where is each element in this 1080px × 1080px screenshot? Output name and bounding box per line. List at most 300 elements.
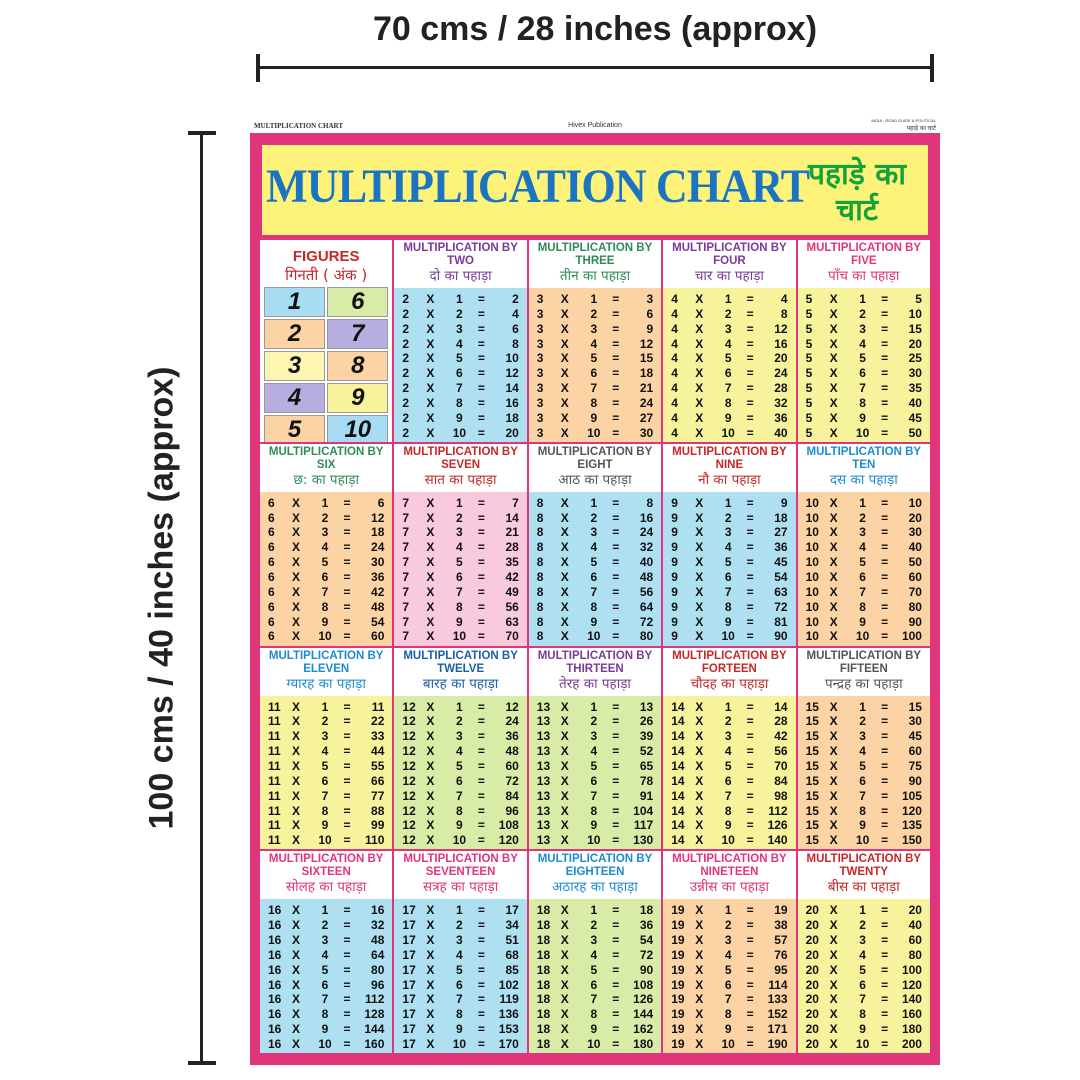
table-title-line: FIVE bbox=[851, 255, 877, 267]
table-body bbox=[663, 288, 795, 442]
table-row: 13 X 6 = 78 bbox=[536, 773, 654, 788]
table-row: 5 X 9 = 45 bbox=[805, 410, 922, 425]
poster-frame bbox=[250, 133, 940, 1065]
table-row: 13 X 4 = 52 bbox=[536, 744, 654, 759]
table-row: 19 X 7 = 133 bbox=[671, 992, 788, 1007]
table-title-line: TWENTY bbox=[839, 866, 889, 879]
figures-panel bbox=[260, 240, 392, 442]
table-row: 2 X 10 = 20 bbox=[402, 425, 519, 440]
table-row: 8 X 7 = 56 bbox=[536, 584, 654, 599]
table-9-panel bbox=[663, 444, 795, 646]
table-row: 11 X 10 = 110 bbox=[268, 833, 385, 848]
table-title-hindi: चार का पहाड़ा bbox=[694, 268, 764, 284]
table-title-line: SIX bbox=[316, 458, 336, 471]
table-row: 5 X 6 = 30 bbox=[805, 366, 922, 381]
table-row: 12 X 10 = 120 bbox=[402, 833, 519, 848]
table-header bbox=[663, 648, 795, 696]
table-title-line: MULTIPLICATION BY bbox=[672, 445, 787, 458]
table-row: 14 X 4 = 56 bbox=[671, 744, 788, 759]
figure-box: 3 bbox=[264, 351, 325, 381]
table-title-line: NINE bbox=[715, 458, 744, 471]
width-label: 70 cms / 28 inches (approx) bbox=[372, 10, 818, 48]
table-title-line: FOUR bbox=[713, 255, 746, 267]
table-row: 7 X 3 = 21 bbox=[402, 525, 519, 540]
table-row: 15 X 9 = 135 bbox=[805, 818, 922, 833]
table-row: 16 X 1 = 16 bbox=[268, 903, 385, 918]
figure-box: 6 bbox=[327, 287, 388, 317]
table-body bbox=[798, 899, 930, 1053]
table-row: 11 X 5 = 55 bbox=[268, 758, 385, 773]
table-row: 7 X 6 = 42 bbox=[402, 570, 519, 585]
table-row: 3 X 4 = 12 bbox=[536, 336, 654, 351]
table-row: 11 X 1 = 11 bbox=[268, 699, 385, 714]
table-body bbox=[529, 696, 661, 850]
table-row: 12 X 2 = 24 bbox=[402, 714, 519, 729]
table-row: 5 X 1 = 5 bbox=[805, 292, 922, 306]
figure-box: 7 bbox=[327, 319, 388, 349]
poster-title: MULTIPLICATION CHART bbox=[266, 160, 810, 213]
table-row: 19 X 3 = 57 bbox=[671, 932, 788, 947]
table-row: 8 X 3 = 24 bbox=[536, 525, 654, 540]
table-row: 7 X 4 = 28 bbox=[402, 540, 519, 555]
table-row: 12 X 7 = 84 bbox=[402, 788, 519, 803]
table-row: 17 X 9 = 153 bbox=[402, 1022, 519, 1037]
table-row: 17 X 6 = 102 bbox=[402, 977, 519, 992]
table-row: 2 X 5 = 10 bbox=[402, 351, 519, 366]
table-header bbox=[798, 444, 930, 492]
table-title-hindi: तेरह का पहाड़ा bbox=[559, 675, 631, 692]
table-header bbox=[394, 851, 526, 899]
table-header bbox=[260, 851, 392, 899]
table-row: 2 X 1 = 2 bbox=[402, 292, 519, 306]
table-row: 8 X 1 = 8 bbox=[536, 495, 654, 510]
table-row: 14 X 6 = 84 bbox=[671, 773, 788, 788]
table-row: 19 X 9 = 171 bbox=[671, 1022, 788, 1037]
table-title-line: ELEVEN bbox=[303, 662, 350, 675]
table-row: 4 X 3 = 12 bbox=[671, 321, 788, 336]
height-arrow-cap-bottom bbox=[188, 1061, 216, 1065]
table-body bbox=[260, 492, 392, 646]
table-row: 13 X 3 = 39 bbox=[536, 729, 654, 744]
table-title-line: TWELVE bbox=[437, 662, 485, 675]
table-row: 7 X 7 = 49 bbox=[402, 584, 519, 599]
table-row: 8 X 4 = 32 bbox=[536, 540, 654, 555]
table-row: 2 X 2 = 4 bbox=[402, 306, 519, 321]
table-row: 13 X 2 = 26 bbox=[536, 714, 654, 729]
table-row: 6 X 1 = 6 bbox=[268, 495, 385, 510]
table-row: 13 X 9 = 117 bbox=[536, 818, 654, 833]
table-row: 6 X 5 = 30 bbox=[268, 555, 385, 570]
table-row: 3 X 3 = 9 bbox=[536, 321, 654, 336]
table-6-panel bbox=[260, 444, 392, 646]
table-body bbox=[529, 899, 661, 1053]
table-row: 17 X 5 = 85 bbox=[402, 962, 519, 977]
table-row: 20 X 4 = 80 bbox=[805, 947, 922, 962]
table-row: 19 X 4 = 76 bbox=[671, 947, 788, 962]
table-row: 17 X 8 = 136 bbox=[402, 1007, 519, 1022]
table-row: 11 X 7 = 77 bbox=[268, 788, 385, 803]
table-title-line: MULTIPLICATION BY bbox=[537, 853, 653, 866]
table-row: 20 X 8 = 160 bbox=[805, 1007, 922, 1022]
table-title-hindi: सत्रह का पहाड़ा bbox=[422, 879, 499, 896]
table-row: 7 X 10 = 70 bbox=[402, 629, 519, 644]
table-row: 16 X 3 = 48 bbox=[268, 932, 385, 947]
table-title-hindi: अठारह का पहाड़ा bbox=[552, 879, 638, 896]
table-row: 10 X 3 = 30 bbox=[805, 525, 922, 540]
table-14-panel bbox=[663, 648, 795, 850]
table-title-line: TEN bbox=[852, 458, 876, 471]
figure-box: 8 bbox=[327, 351, 388, 381]
table-row: 6 X 2 = 12 bbox=[268, 510, 385, 525]
table-row: 5 X 4 = 20 bbox=[805, 336, 922, 351]
table-title-line: MULTIPLICATION BY bbox=[403, 242, 518, 254]
table-13-panel bbox=[529, 648, 661, 850]
table-title-line: SIXTEEN bbox=[301, 866, 351, 879]
table-row: 16 X 2 = 32 bbox=[268, 918, 385, 933]
table-19-panel bbox=[663, 851, 795, 1053]
table-row: 4 X 8 = 32 bbox=[671, 396, 788, 411]
table-title-hindi: पन्द्रह का पहाड़ा bbox=[824, 675, 903, 692]
table-row: 7 X 5 = 35 bbox=[402, 555, 519, 570]
table-row: 9 X 3 = 27 bbox=[671, 525, 788, 540]
table-row: 20 X 6 = 120 bbox=[805, 977, 922, 992]
table-row: 2 X 9 = 18 bbox=[402, 410, 519, 425]
table-row: 15 X 2 = 30 bbox=[805, 714, 922, 729]
height-label: 100 cms / 40 inches (approx) bbox=[142, 366, 181, 830]
table-row: 19 X 5 = 95 bbox=[671, 962, 788, 977]
table-row: 16 X 7 = 112 bbox=[268, 992, 385, 1007]
publisher-name: Hivex Publication bbox=[568, 122, 622, 129]
table-title-hindi: सोलह का पहाड़ा bbox=[285, 879, 367, 896]
table-row: 6 X 7 = 42 bbox=[268, 584, 385, 599]
table-title-line: THREE bbox=[575, 255, 615, 267]
table-title-line: THIRTEEN bbox=[566, 662, 624, 675]
table-row: 15 X 5 = 75 bbox=[805, 758, 922, 773]
table-title-line: EIGHT bbox=[577, 458, 613, 471]
table-title-line: MULTIPLICATION BY bbox=[403, 649, 518, 662]
table-title-hindi: चौदह का पहाड़ा bbox=[690, 675, 769, 692]
table-row: 19 X 1 = 19 bbox=[671, 903, 788, 918]
table-row: 20 X 7 = 140 bbox=[805, 992, 922, 1007]
table-row: 20 X 5 = 100 bbox=[805, 962, 922, 977]
table-row: 19 X 2 = 38 bbox=[671, 918, 788, 933]
table-row: 15 X 4 = 60 bbox=[805, 744, 922, 759]
table-row: 15 X 8 = 120 bbox=[805, 803, 922, 818]
table-row: 20 X 9 = 180 bbox=[805, 1022, 922, 1037]
table-row: 2 X 8 = 16 bbox=[402, 396, 519, 411]
table-18-panel bbox=[529, 851, 661, 1053]
table-row: 17 X 2 = 34 bbox=[402, 918, 519, 933]
table-body bbox=[394, 492, 526, 646]
table-row: 6 X 9 = 54 bbox=[268, 614, 385, 629]
table-title-hindi: बारह का पहाड़ा bbox=[422, 675, 499, 692]
table-title-hindi: आठ का पहाड़ा bbox=[558, 471, 632, 488]
table-row: 9 X 2 = 18 bbox=[671, 510, 788, 525]
table-row: 9 X 8 = 72 bbox=[671, 599, 788, 614]
table-row: 18 X 4 = 72 bbox=[536, 947, 654, 962]
table-row: 7 X 9 = 63 bbox=[402, 614, 519, 629]
title-banner bbox=[260, 143, 930, 237]
table-row: 10 X 8 = 80 bbox=[805, 599, 922, 614]
strip-right-top-text: INDIA - ROAD GUIDE & POLITICAL bbox=[871, 118, 936, 123]
table-title-line: TWO bbox=[447, 255, 474, 267]
table-row: 5 X 7 = 35 bbox=[805, 381, 922, 396]
table-row: 5 X 8 = 40 bbox=[805, 396, 922, 411]
table-row: 4 X 6 = 24 bbox=[671, 366, 788, 381]
chart-poster bbox=[250, 119, 940, 1065]
table-header bbox=[394, 648, 526, 696]
table-row: 9 X 1 = 9 bbox=[671, 495, 788, 510]
table-row: 4 X 5 = 20 bbox=[671, 351, 788, 366]
table-15-panel bbox=[798, 648, 930, 850]
figure-box: 1 bbox=[264, 287, 325, 317]
table-row: 5 X 3 = 15 bbox=[805, 321, 922, 336]
table-row: 16 X 5 = 80 bbox=[268, 962, 385, 977]
table-row: 18 X 3 = 54 bbox=[536, 932, 654, 947]
table-row: 8 X 10 = 80 bbox=[536, 629, 654, 644]
poster-title-hindi: पहाड़े का चार्ट bbox=[807, 157, 907, 228]
table-body bbox=[529, 492, 661, 646]
table-title-line: FIFTEEN bbox=[839, 662, 888, 675]
figures-grid bbox=[260, 284, 392, 442]
table-body bbox=[798, 492, 930, 646]
table-row: 14 X 3 = 42 bbox=[671, 729, 788, 744]
table-body bbox=[798, 696, 930, 850]
table-title-line: MULTIPLICATION BY bbox=[806, 445, 922, 458]
table-title-line: MULTIPLICATION BY bbox=[806, 242, 922, 254]
table-row: 9 X 5 = 45 bbox=[671, 555, 788, 570]
table-row: 16 X 9 = 144 bbox=[268, 1022, 385, 1037]
table-title-line: MULTIPLICATION BY bbox=[537, 649, 653, 662]
table-row: 12 X 9 = 108 bbox=[402, 818, 519, 833]
figure-box: 10 bbox=[327, 415, 388, 442]
table-row: 10 X 2 = 20 bbox=[805, 510, 922, 525]
table-12-panel bbox=[394, 648, 526, 850]
figure-box: 4 bbox=[264, 383, 325, 413]
table-row: 3 X 5 = 15 bbox=[536, 351, 654, 366]
table-header bbox=[798, 240, 930, 288]
table-row: 10 X 10 = 100 bbox=[805, 629, 922, 644]
strip-left-text: MULTIPLICATION CHART bbox=[254, 122, 344, 130]
table-row: 11 X 2 = 22 bbox=[268, 714, 385, 729]
table-title-hindi: पाँच का पहाड़ा bbox=[828, 268, 900, 284]
table-title-hindi: दो का पहाड़ा bbox=[429, 268, 492, 284]
table-row: 4 X 4 = 16 bbox=[671, 336, 788, 351]
table-row: 3 X 8 = 24 bbox=[536, 396, 654, 411]
table-row: 20 X 10 = 200 bbox=[805, 1036, 922, 1051]
table-row: 12 X 1 = 12 bbox=[402, 699, 519, 714]
table-8-panel bbox=[529, 444, 661, 646]
figures-header bbox=[260, 240, 392, 284]
table-row: 8 X 2 = 16 bbox=[536, 510, 654, 525]
table-row: 15 X 1 = 15 bbox=[805, 699, 922, 714]
table-10-panel bbox=[798, 444, 930, 646]
strip-right-bottom-text: पहाड़े का चार्ट bbox=[906, 126, 936, 132]
table-header bbox=[663, 444, 795, 492]
figures-title: FIGURES bbox=[292, 248, 360, 265]
table-row: 6 X 4 = 24 bbox=[268, 540, 385, 555]
table-11-panel bbox=[260, 648, 392, 850]
table-row: 13 X 10 = 130 bbox=[536, 833, 654, 848]
table-row: 2 X 3 = 6 bbox=[402, 321, 519, 336]
table-row: 13 X 7 = 91 bbox=[536, 788, 654, 803]
table-row: 18 X 9 = 162 bbox=[536, 1022, 654, 1037]
table-row: 9 X 10 = 90 bbox=[671, 629, 788, 644]
table-title-line: NINETEEN bbox=[700, 866, 759, 879]
width-arrow-line bbox=[258, 66, 932, 69]
table-body bbox=[394, 899, 526, 1053]
table-row: 3 X 9 = 27 bbox=[536, 410, 654, 425]
table-row: 9 X 4 = 36 bbox=[671, 540, 788, 555]
table-20-panel bbox=[798, 851, 930, 1053]
table-row: 20 X 2 = 40 bbox=[805, 918, 922, 933]
table-title-line: MULTIPLICATION BY bbox=[537, 445, 653, 458]
table-row: 13 X 8 = 104 bbox=[536, 803, 654, 818]
table-body bbox=[260, 899, 392, 1053]
table-16-panel bbox=[260, 851, 392, 1053]
table-7-panel bbox=[394, 444, 526, 646]
table-row: 6 X 8 = 48 bbox=[268, 599, 385, 614]
poster-top-strip bbox=[250, 119, 940, 133]
table-row: 17 X 10 = 170 bbox=[402, 1036, 519, 1051]
table-row: 10 X 9 = 90 bbox=[805, 614, 922, 629]
table-row: 3 X 6 = 18 bbox=[536, 366, 654, 381]
table-body bbox=[260, 696, 392, 850]
table-title-line: MULTIPLICATION BY bbox=[806, 853, 922, 866]
table-row: 12 X 8 = 96 bbox=[402, 803, 519, 818]
table-body bbox=[529, 288, 661, 442]
table-row: 8 X 9 = 72 bbox=[536, 614, 654, 629]
table-row: 4 X 10 = 40 bbox=[671, 425, 788, 440]
table-title-line: MULTIPLICATION BY bbox=[537, 242, 653, 254]
table-row: 11 X 8 = 88 bbox=[268, 803, 385, 818]
table-body bbox=[798, 288, 930, 442]
table-row: 13 X 5 = 65 bbox=[536, 758, 654, 773]
table-row: 10 X 6 = 60 bbox=[805, 570, 922, 585]
table-row: 18 X 1 = 18 bbox=[536, 903, 654, 918]
table-row: 18 X 8 = 144 bbox=[536, 1007, 654, 1022]
table-title-line: MULTIPLICATION BY bbox=[268, 649, 384, 662]
table-row: 6 X 6 = 36 bbox=[268, 570, 385, 585]
table-row: 2 X 4 = 8 bbox=[402, 336, 519, 351]
table-row: 18 X 5 = 90 bbox=[536, 962, 654, 977]
table-row: 19 X 6 = 114 bbox=[671, 977, 788, 992]
table-header bbox=[529, 240, 661, 288]
table-row: 15 X 7 = 105 bbox=[805, 788, 922, 803]
table-row: 12 X 6 = 72 bbox=[402, 773, 519, 788]
table-row: 17 X 7 = 119 bbox=[402, 992, 519, 1007]
width-arrow-cap-right bbox=[930, 54, 934, 82]
table-row: 10 X 7 = 70 bbox=[805, 584, 922, 599]
table-row: 5 X 2 = 10 bbox=[805, 306, 922, 321]
table-row: 9 X 9 = 81 bbox=[671, 614, 788, 629]
table-row: 16 X 10 = 160 bbox=[268, 1036, 385, 1051]
table-row: 13 X 1 = 13 bbox=[536, 699, 654, 714]
table-header bbox=[798, 851, 930, 899]
table-title-line: FORTEEN bbox=[701, 662, 757, 675]
table-row: 14 X 2 = 28 bbox=[671, 714, 788, 729]
table-row: 15 X 6 = 90 bbox=[805, 773, 922, 788]
table-title-line: MULTIPLICATION BY bbox=[403, 853, 518, 866]
table-row: 12 X 4 = 48 bbox=[402, 744, 519, 759]
table-row: 4 X 9 = 36 bbox=[671, 410, 788, 425]
table-row: 18 X 6 = 108 bbox=[536, 977, 654, 992]
table-header bbox=[260, 444, 392, 492]
table-title-line: SEVEN bbox=[441, 458, 481, 471]
table-title-line: MULTIPLICATION BY bbox=[403, 445, 518, 458]
figure-box: 5 bbox=[264, 415, 325, 442]
table-row: 15 X 10 = 150 bbox=[805, 833, 922, 848]
table-title-hindi: बीस का पहाड़ा bbox=[827, 879, 900, 896]
table-row: 2 X 7 = 14 bbox=[402, 381, 519, 396]
table-row: 7 X 1 = 7 bbox=[402, 495, 519, 510]
table-row: 2 X 6 = 12 bbox=[402, 366, 519, 381]
table-row: 3 X 2 = 6 bbox=[536, 306, 654, 321]
table-row: 7 X 2 = 14 bbox=[402, 510, 519, 525]
table-title-line: EIGHTEEN bbox=[565, 866, 625, 879]
table-row: 14 X 8 = 112 bbox=[671, 803, 788, 818]
table-row: 9 X 7 = 63 bbox=[671, 584, 788, 599]
table-row: 11 X 9 = 99 bbox=[268, 818, 385, 833]
table-5-panel bbox=[798, 240, 930, 442]
table-row: 16 X 8 = 128 bbox=[268, 1007, 385, 1022]
table-2-panel bbox=[394, 240, 526, 442]
table-body bbox=[394, 288, 526, 442]
table-title-hindi: ग्यारह का पहाड़ा bbox=[286, 675, 366, 692]
table-row: 17 X 4 = 68 bbox=[402, 947, 519, 962]
width-dimension bbox=[0, 0, 1080, 100]
table-title-line: MULTIPLICATION BY bbox=[268, 853, 384, 866]
table-row: 16 X 6 = 96 bbox=[268, 977, 385, 992]
table-header bbox=[529, 648, 661, 696]
table-row: 20 X 1 = 20 bbox=[805, 903, 922, 918]
table-header bbox=[663, 851, 795, 899]
table-row: 11 X 3 = 33 bbox=[268, 729, 385, 744]
table-row: 18 X 10 = 180 bbox=[536, 1036, 654, 1051]
table-row: 16 X 4 = 64 bbox=[268, 947, 385, 962]
table-row: 4 X 7 = 28 bbox=[671, 381, 788, 396]
table-row: 5 X 10 = 50 bbox=[805, 425, 922, 440]
table-body bbox=[394, 696, 526, 850]
table-row: 18 X 7 = 126 bbox=[536, 992, 654, 1007]
table-row: 9 X 6 = 54 bbox=[671, 570, 788, 585]
table-title-line: MULTIPLICATION BY bbox=[672, 242, 787, 254]
table-row: 3 X 7 = 21 bbox=[536, 381, 654, 396]
table-title-line: MULTIPLICATION BY bbox=[268, 445, 384, 458]
table-4-panel bbox=[663, 240, 795, 442]
table-title-hindi: नौ का पहाड़ा bbox=[698, 471, 761, 488]
table-row: 10 X 1 = 10 bbox=[805, 495, 922, 510]
table-title-line: SEVENTEEN bbox=[425, 866, 496, 879]
figures-title-hindi: गिनती ( अंक ) bbox=[285, 266, 368, 284]
table-title-hindi: सात का पहाड़ा bbox=[424, 471, 497, 488]
table-row: 3 X 10 = 30 bbox=[536, 425, 654, 440]
table-header bbox=[394, 240, 526, 288]
table-row: 11 X 4 = 44 bbox=[268, 744, 385, 759]
figure-box: 2 bbox=[264, 319, 325, 349]
table-row: 6 X 10 = 60 bbox=[268, 629, 385, 644]
table-row: 18 X 2 = 36 bbox=[536, 918, 654, 933]
table-row: 8 X 8 = 64 bbox=[536, 599, 654, 614]
table-title-hindi: छ: का पहाड़ा bbox=[293, 471, 359, 488]
table-row: 11 X 6 = 66 bbox=[268, 773, 385, 788]
table-row: 14 X 5 = 70 bbox=[671, 758, 788, 773]
table-row: 3 X 1 = 3 bbox=[536, 292, 654, 306]
table-title-hindi: तीन का पहाड़ा bbox=[559, 268, 631, 284]
table-row: 17 X 3 = 51 bbox=[402, 932, 519, 947]
table-row: 6 X 3 = 18 bbox=[268, 525, 385, 540]
table-row: 10 X 4 = 40 bbox=[805, 540, 922, 555]
